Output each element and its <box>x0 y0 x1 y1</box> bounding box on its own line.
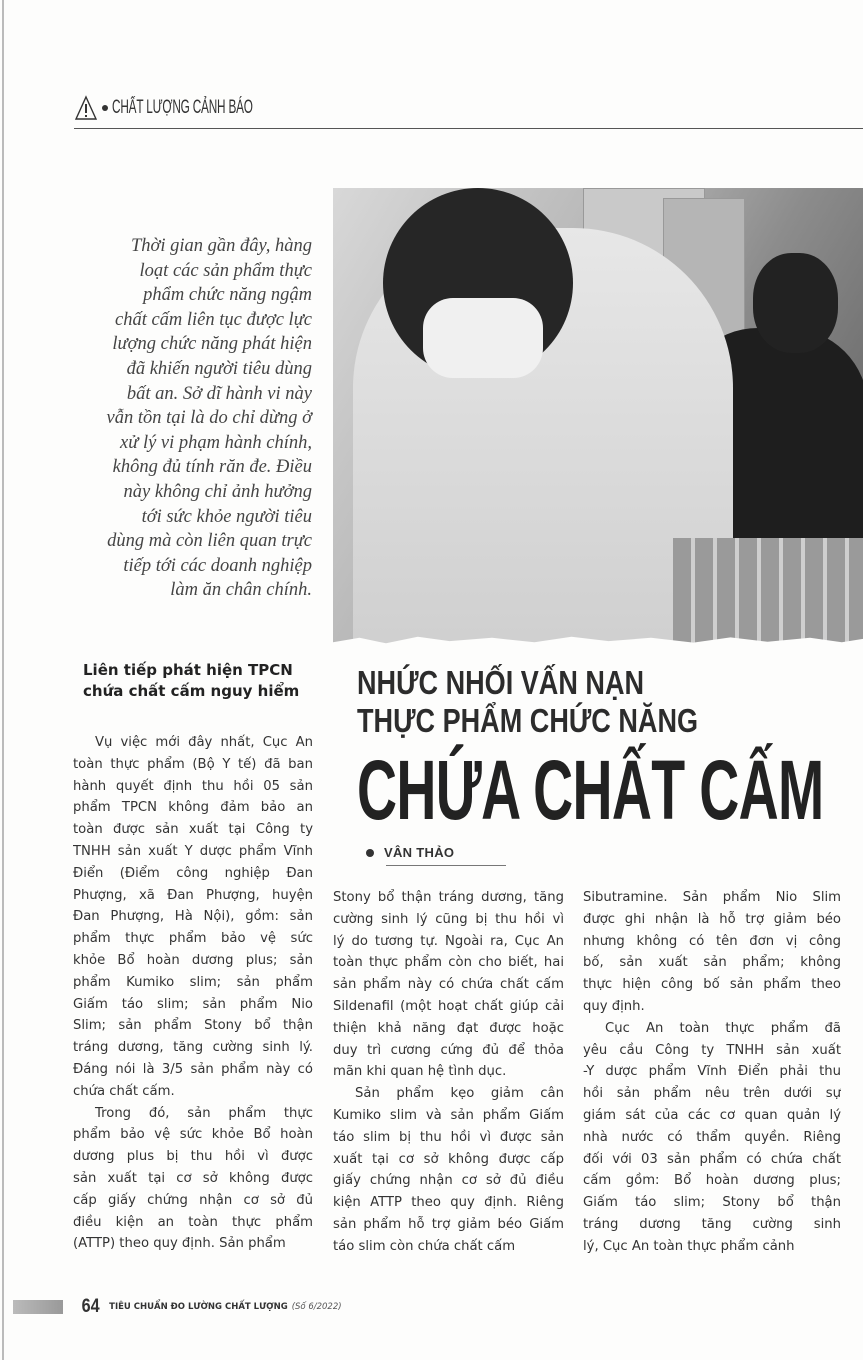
intro-line: làm ăn chân chính. <box>170 580 312 601</box>
intro-line: Thời gian gần đây, hàng <box>130 236 312 256</box>
intro-line: không đủ tính răn đe. Điều <box>112 457 312 478</box>
body-line: Sibutramine. Sản phẩm Nio Slim <box>583 890 841 905</box>
body-line: Phượng, xã Đan Phượng, huyện <box>73 887 313 903</box>
intro-line: tới sức khỏe người tiêu <box>141 506 312 527</box>
body-line: Cục An toàn thực phẩm đã <box>605 1020 841 1036</box>
scan-edge <box>2 0 4 1360</box>
article-photo <box>333 188 863 645</box>
body-line: hồi sản phẩm nêu trên dưới sự <box>583 1086 841 1102</box>
body-line: khỏe Bổ hoàn dương plus; sản <box>73 952 313 968</box>
body-line: Sản phẩm kẹo giảm cân <box>355 1086 564 1102</box>
body-line: toàn được sản xuất tại Công ty <box>73 822 313 838</box>
intro-line: này không chỉ ảnh hưởng <box>123 481 312 502</box>
body-line: yêu cầu Công ty TNHH sản xuất <box>583 1042 841 1058</box>
body-line: xuất tại cơ sở không được cấp <box>333 1151 564 1167</box>
body-line: kiện ATTP theo quy định. Riêng <box>333 1195 564 1211</box>
body-line: lý do tương tự. Ngoài ra, Cục An <box>333 933 564 949</box>
body-line: phẩm Kumiko slim; sản phẩm <box>73 974 313 990</box>
body-line: Trong đó, sản phẩm thực <box>95 1105 313 1121</box>
warning-triangle-icon <box>74 95 98 121</box>
intro-line: vẫn tồn tại là do chỉ dừng ở <box>106 408 312 429</box>
body-line: sản phẩm này có chứa chất cấm <box>333 977 564 993</box>
body-line: phẩm thực phẩm bảo vệ sức <box>73 931 313 947</box>
body-line: sản phẩm hỗ trợ giảm béo Giấm <box>333 1216 564 1232</box>
body-line: đối với 03 sản phẩm có chứa chất <box>583 1151 841 1167</box>
intro-line: lượng chức năng phát hiện <box>112 334 312 355</box>
bullet <box>366 849 374 857</box>
body-line: thực hiện công bố sản phẩm theo <box>583 977 841 993</box>
title-main: CHỨA CHẤT CẤM <box>357 743 824 837</box>
body-line: mãn khi quan hệ tình dục. <box>333 1064 507 1080</box>
body-column-3 <box>583 887 841 1258</box>
bullet <box>102 105 108 111</box>
intro-line: tiếp tới các doanh nghiệp <box>123 555 312 576</box>
body-line: Vụ việc mới đây nhất, Cục An <box>95 735 313 750</box>
intro-line: dùng mà còn liên quan trực <box>107 531 312 552</box>
intro-line: bất an. Sở dĩ hành vi này <box>126 383 312 404</box>
issue-number: (Số 6/2022) <box>291 1302 342 1312</box>
body-line: táo slim bị thu hồi vì được sản <box>333 1129 564 1145</box>
body-line: điều kiện an toàn thực phẩm <box>73 1214 313 1230</box>
body-line: giám sát của các cơ quan quản lý <box>583 1107 841 1123</box>
body-line: quy định. <box>583 998 645 1014</box>
body-line: toàn thực phẩm còn cho biết, hai <box>333 955 564 971</box>
intro-line: đã khiến người tiêu dùng <box>126 358 312 379</box>
body-line: Giấm táo slim; sản phẩm Nio <box>73 996 313 1012</box>
body-line: sản xuất tại cơ sở không được <box>73 1170 313 1186</box>
publication-name: TIÊU CHUẨN ĐO LƯỜNG CHẤT LƯỢNG <box>109 1302 288 1312</box>
body-line: cường sinh lý cũng bị thu hồi vì <box>333 911 564 927</box>
body-line: phẩm TPCN không đảm bảo an <box>73 800 313 816</box>
body-line: chứa chất cấm. <box>73 1083 175 1099</box>
body-line: được ghi nhận là hỗ trợ giảm béo <box>583 911 841 927</box>
body-line: bố, sản xuất sản phẩm; không <box>583 955 841 971</box>
subheading: Liên tiếp phát hiện TPCN chứa chất cấm nguy hiểm <box>83 661 300 700</box>
section-label: CHẤT LƯỢNG CẢNH BÁO <box>112 97 253 118</box>
body-line: Đan Phượng, Hà Nội), gồm: sản <box>73 909 313 925</box>
body-line: dương plus bị thu hồi vì được <box>73 1149 313 1165</box>
body-line: lý, Cục An toàn thực phẩm cảnh <box>583 1238 795 1254</box>
body-line: cấp giấy chứng nhận cơ sở đủ <box>73 1192 313 1208</box>
intro-standfirst <box>70 234 312 603</box>
page-footer <box>13 1296 342 1318</box>
intro-line: phẩm chức năng ngậm <box>143 285 312 306</box>
title-line-1: NHỨC NHỐI VẤN NẠN THỰC PHẨM CHỨC NĂNG <box>357 664 699 739</box>
body-line: Stony bổ thận tráng dương, tăng <box>333 890 564 905</box>
title-line-2: THỰC PHẨM CHỨC NĂNG <box>357 702 699 739</box>
section-header <box>74 92 339 124</box>
page-number: 64 <box>81 1296 100 1317</box>
body-line: nhà nước có thẩm quyền. Riêng <box>583 1129 841 1145</box>
byline <box>366 845 454 860</box>
byline-rule <box>386 865 506 866</box>
body-line: (ATTP) theo quy định. Sản phẩm <box>73 1236 286 1252</box>
body-line: phẩm bảo vệ sức khỏe Bổ hoàn <box>73 1127 313 1143</box>
intro-line: chất cấm liên tục được lực <box>114 309 312 330</box>
body-line: Giấm táo slim; Stony bổ thận <box>583 1195 841 1211</box>
body-line: Slim; sản phẩm Stony bổ thận <box>73 1018 313 1034</box>
body-line: hành quyết định thu hồi 05 sản <box>73 778 313 794</box>
body-column-2 <box>333 887 564 1258</box>
intro-line: loạt các sản phẩm thực <box>139 260 312 281</box>
body-line: thiện khả năng đạt được hoặc <box>333 1020 564 1036</box>
body-line: Đáng nói là 3/5 sản phẩm này có <box>73 1061 313 1077</box>
body-line: toàn thực phẩm (Bộ Y tế) đã ban <box>73 756 313 772</box>
body-line: Điển (Điểm công nghiệp Đan <box>73 865 313 881</box>
body-line: Kumiko slim và sản phẩm Giấm <box>333 1107 564 1123</box>
body-line: cấm gồm: Bổ hoàn dương plus; <box>583 1173 841 1189</box>
body-line: nhưng không có tên đơn vị công <box>583 933 841 949</box>
body-line: -Y dược phẩm Vĩnh Điển phải thu <box>583 1064 841 1080</box>
header-rule <box>74 128 863 129</box>
body-line: táo slim còn chứa chất cấm <box>333 1238 516 1254</box>
body-line: tráng dương, tăng cường sinh lý. <box>73 1040 313 1056</box>
body-line: tráng dương tăng cường sinh <box>583 1216 841 1232</box>
body-column-1 <box>73 732 313 1255</box>
author: VÂN THẢO <box>384 845 455 860</box>
body-line: duy trì cương cứng đủ để thỏa <box>333 1042 564 1058</box>
body-line: Sildenafil (một hoạt chất giúp cải <box>333 998 564 1014</box>
body-line: giấy chứng nhận cơ sở đủ điều <box>333 1173 564 1189</box>
body-line: TNHH sản xuất Y dược phẩm Vĩnh <box>73 843 313 859</box>
footer-bar <box>13 1300 63 1314</box>
intro-line: xử lý vi phạm hành chính, <box>120 432 312 453</box>
